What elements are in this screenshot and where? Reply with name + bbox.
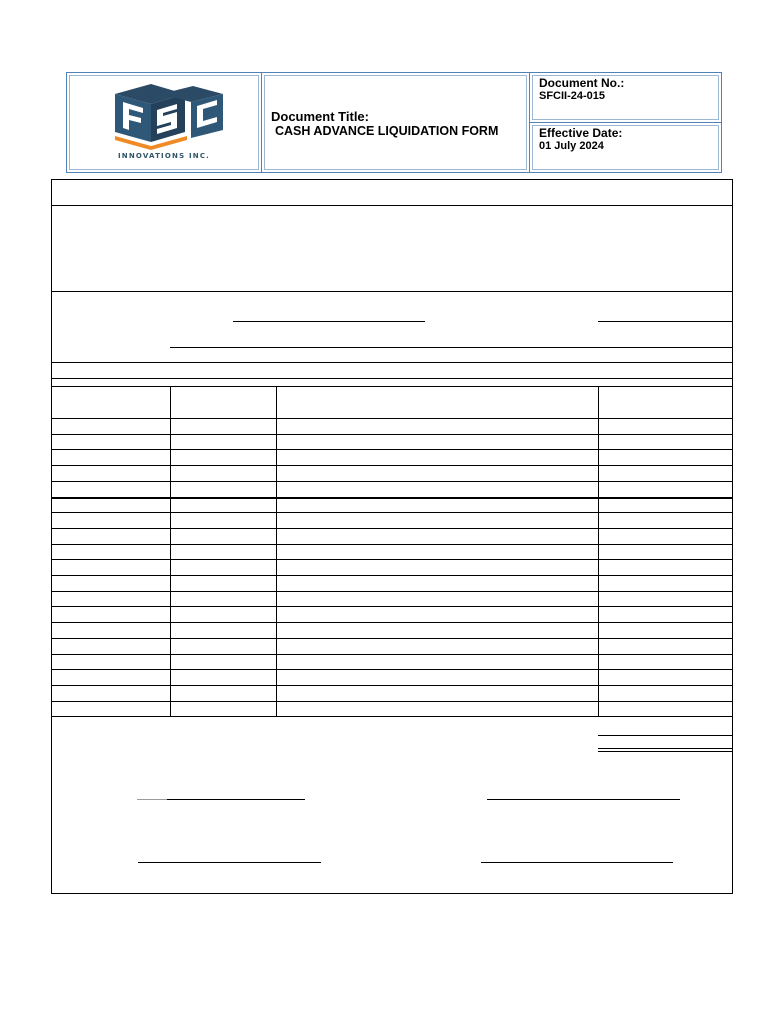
table-header-row [52, 418, 732, 419]
table-column-divider [170, 386, 171, 716]
logo-caption: INNOVATIONS INC. [117, 152, 211, 160]
table-row[interactable] [52, 449, 732, 450]
prepared-by-signature-line[interactable] [167, 799, 305, 800]
table-row[interactable] [52, 434, 732, 435]
table-row[interactable] [52, 606, 732, 607]
table-row[interactable] [52, 575, 732, 576]
table-top-border [52, 386, 732, 387]
logo-cell [67, 73, 262, 172]
effective-date: 01 July 2024 [539, 140, 604, 152]
table-row[interactable] [52, 669, 732, 670]
table-row[interactable] [52, 638, 732, 639]
name-input-line[interactable] [233, 321, 425, 322]
table-row[interactable] [52, 654, 732, 655]
info-section-divider [52, 362, 732, 363]
document-title-cell [262, 73, 530, 172]
table-row[interactable] [52, 701, 732, 702]
approved-by-signature-line[interactable] [138, 862, 321, 863]
form-title-divider [52, 205, 732, 206]
table-row[interactable] [52, 716, 732, 717]
department-input-line[interactable] [170, 347, 733, 348]
table-row[interactable] [52, 685, 732, 686]
effective-date-label: Effective Date: [539, 126, 623, 140]
effective-date-cell [530, 122, 721, 172]
total-amount-line[interactable] [598, 735, 733, 736]
checked-by-signature-line[interactable] [487, 799, 680, 800]
table-row[interactable] [52, 465, 732, 466]
table-row[interactable] [52, 591, 732, 592]
table-row[interactable] [52, 481, 732, 482]
document-title: CASH ADVANCE LIQUIDATION FORM [275, 124, 499, 138]
company-logo-icon [111, 80, 229, 150]
table-column-divider [598, 386, 599, 716]
document-header [66, 72, 722, 173]
table-row[interactable] [52, 512, 732, 513]
liquidation-form [51, 179, 733, 894]
cash-advance-divider [52, 378, 732, 379]
document-no: SFCII-24-015 [539, 90, 606, 102]
received-by-signature-line[interactable] [481, 862, 673, 863]
document-title-label: Document Title: [271, 109, 369, 124]
table-column-divider [276, 386, 277, 716]
table-row[interactable] [52, 497, 732, 499]
document-no-cell [530, 73, 721, 122]
prepared-by-line-start [137, 799, 167, 800]
table-row[interactable] [52, 528, 732, 529]
balance-double-line [598, 748, 733, 752]
document-no-label: Document No.: [539, 76, 625, 90]
table-row[interactable] [52, 544, 732, 545]
date-input-line[interactable] [598, 321, 733, 322]
purpose-section-divider [52, 291, 732, 292]
table-row[interactable] [52, 559, 732, 560]
document-meta [530, 73, 721, 172]
table-row[interactable] [52, 622, 732, 623]
